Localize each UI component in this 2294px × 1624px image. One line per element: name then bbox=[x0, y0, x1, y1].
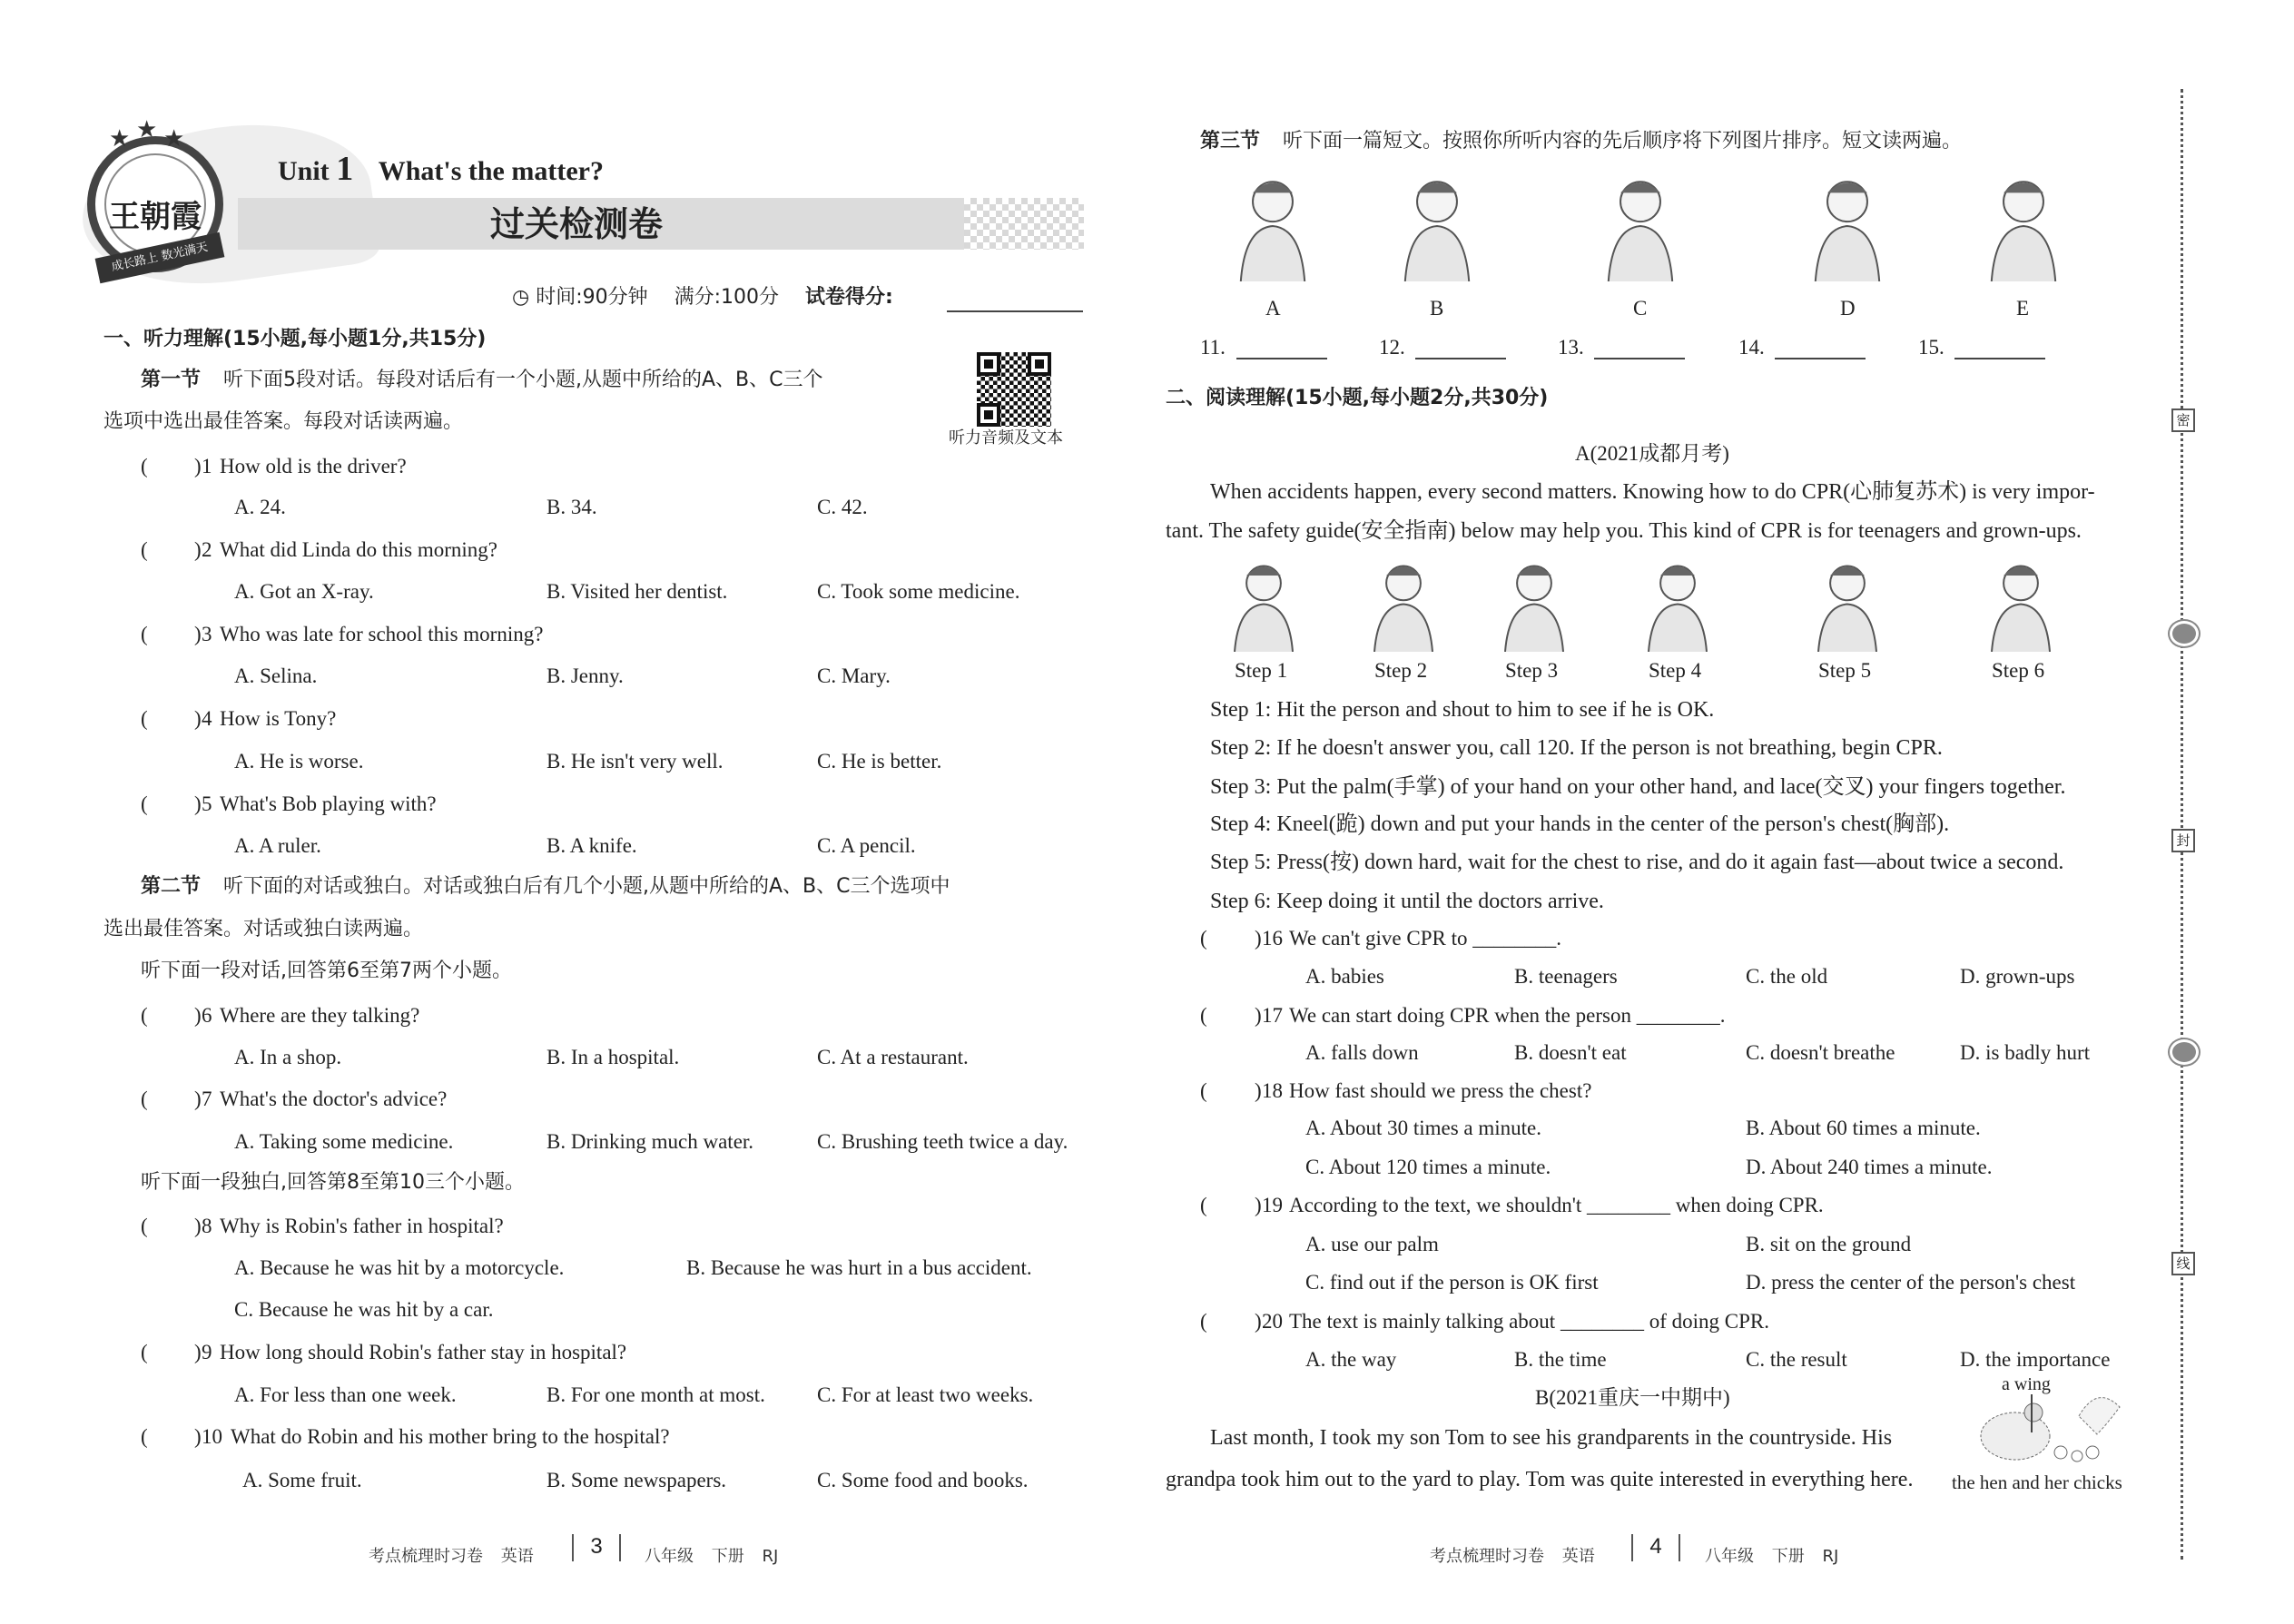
cpr-step-text: Step 3: Put the palm(手掌) of your hand on your other hand, and lace(交叉) your fingers together. bbox=[1210, 775, 2066, 799]
answer-bracket[interactable]: ( bbox=[141, 792, 148, 815]
margin-mark-feng: 封 bbox=[2171, 829, 2195, 852]
question-number: 4 bbox=[202, 707, 212, 730]
answer-option[interactable]: C. Mary. bbox=[817, 664, 891, 687]
part2-instruction bbox=[141, 875, 950, 899]
logo-text: 王朝霞 bbox=[109, 199, 202, 235]
question-text: What do Robin and his mother bring to the hospital? bbox=[231, 1425, 670, 1448]
cpr-step-picture-5 bbox=[1802, 556, 1893, 652]
answer-bracket-close: ) bbox=[1255, 927, 1262, 950]
answer-bracket-close: ) bbox=[1255, 1079, 1262, 1102]
cpr-step-picture-3 bbox=[1489, 556, 1580, 652]
question-number: 18 bbox=[1262, 1079, 1283, 1102]
answer-option[interactable]: C. find out if the person is OK first bbox=[1305, 1271, 1599, 1294]
question-text: How fast should we press the chest? bbox=[1289, 1079, 1592, 1102]
answer-bracket[interactable]: ( bbox=[1200, 1194, 1207, 1216]
answer-bracket[interactable]: ( bbox=[1200, 927, 1207, 950]
unit-label: Unit bbox=[278, 156, 330, 186]
answer-bracket-close: ) bbox=[194, 1341, 202, 1363]
question-text: Who was late for school this morning? bbox=[220, 623, 544, 645]
step-label: Step 3 bbox=[1505, 659, 1559, 682]
passage-a-para-line1: When accidents happen, every second matters. Knowing how to do CPR(心肺复苏术) is very impor- bbox=[1210, 480, 2095, 504]
cpr-step-text: Step 4: Kneel(跪) down and put your hands in the center of the person's chest(胸部). bbox=[1210, 812, 1950, 836]
answer-option[interactable]: B. A knife. bbox=[546, 834, 637, 857]
listening-picture-b bbox=[1387, 171, 1487, 281]
answer-option[interactable]: B. the time bbox=[1514, 1348, 1607, 1371]
part2-text-line2: 选出最佳答案。对话或独白读两遍。 bbox=[103, 918, 424, 940]
question-text: Where are they talking? bbox=[220, 1004, 420, 1027]
answer-option[interactable]: B. Jenny. bbox=[546, 664, 624, 687]
blank-number: 13. bbox=[1558, 336, 1584, 359]
answer-option[interactable]: B. sit on the ground bbox=[1746, 1233, 1912, 1255]
footer-subject: 英语 bbox=[500, 1547, 534, 1566]
clock-icon: ◷ bbox=[512, 286, 530, 309]
score-input[interactable] bbox=[947, 310, 1083, 312]
page-number-left: 3 bbox=[572, 1534, 621, 1561]
question-number: 17 bbox=[1262, 1004, 1283, 1027]
blank-number: 11. bbox=[1200, 336, 1226, 359]
image-caption: the hen and her chicks bbox=[1952, 1471, 2122, 1493]
answer-option[interactable]: A. Because he was hit by a motorcycle. bbox=[234, 1256, 565, 1279]
answer-bracket-close: ) bbox=[194, 1088, 202, 1110]
answer-option[interactable]: D. is badly hurt bbox=[1960, 1041, 2091, 1064]
binding-hole-icon bbox=[2170, 1039, 2199, 1065]
answer-option[interactable]: C. Because he was hit by a car. bbox=[234, 1298, 494, 1321]
answer-option[interactable]: B. Drinking much water. bbox=[546, 1130, 754, 1153]
binding-line bbox=[2181, 89, 2183, 1560]
page-number-right: 4 bbox=[1631, 1534, 1680, 1561]
answer-bracket-close: ) bbox=[194, 538, 202, 561]
answer-bracket-close: ) bbox=[194, 623, 202, 645]
cpr-step-text: Step 2: If he doesn't answer you, call 120. If the person is not breathing, begin CPR. bbox=[1210, 736, 1943, 760]
answer-option[interactable]: C. For at least two weeks. bbox=[817, 1383, 1034, 1406]
left-footer-grade bbox=[645, 1543, 778, 1567]
answer-option[interactable]: A. babies bbox=[1305, 965, 1384, 988]
answer-option[interactable]: B. Some newspapers. bbox=[546, 1469, 727, 1491]
footer-grade: 八年级 bbox=[1705, 1547, 1754, 1566]
answer-bracket-close: ) bbox=[194, 707, 202, 730]
answer-bracket[interactable]: ( bbox=[141, 1088, 148, 1110]
qr-caption: 听力音频及文本 bbox=[949, 428, 1063, 448]
listening-picture-a bbox=[1223, 171, 1323, 281]
cpr-step-text: Step 1: Hit the person and shout to him to see if he is OK. bbox=[1210, 698, 1715, 722]
answer-option[interactable]: D. press the center of the person's chest bbox=[1746, 1271, 2076, 1294]
unit-title: What's the matter? bbox=[378, 156, 604, 186]
answer-option[interactable]: A. 24. bbox=[234, 496, 286, 518]
question-text: We can't give CPR to ________. bbox=[1289, 927, 1561, 950]
answer-option[interactable]: C. He is better. bbox=[817, 750, 942, 773]
star-icon: ★ bbox=[163, 125, 185, 152]
question-number: 20 bbox=[1262, 1310, 1283, 1333]
question-text: What's Bob playing with? bbox=[220, 792, 437, 815]
section1-title: 一、听力理解(15小题,每小题1分,共15分) bbox=[103, 328, 487, 350]
banner-checker-pattern bbox=[964, 198, 1084, 250]
step-label: Step 5 bbox=[1818, 659, 1872, 682]
full-score: 满分:100分 bbox=[674, 286, 780, 309]
cpr-step-picture-2 bbox=[1358, 556, 1449, 652]
answer-option[interactable]: B. 34. bbox=[546, 496, 597, 518]
right-footer bbox=[1430, 1543, 1595, 1567]
listening-picture-e bbox=[1974, 171, 2073, 281]
listening-picture-c bbox=[1590, 171, 1690, 281]
answer-bracket[interactable]: ( bbox=[141, 1425, 148, 1448]
answer-option[interactable]: A. Taking some medicine. bbox=[234, 1130, 454, 1153]
answer-option[interactable]: A. He is worse. bbox=[234, 750, 364, 773]
answer-option[interactable]: C. 42. bbox=[817, 496, 868, 518]
margin-mark-mi: 密 bbox=[2171, 408, 2195, 432]
dialog-intro: 听下面一段对话,回答第6至第7两个小题。 bbox=[141, 960, 512, 982]
exam-info bbox=[512, 286, 893, 310]
answer-bracket-close: ) bbox=[194, 1425, 202, 1448]
answer-option[interactable]: C. About 120 times a minute. bbox=[1305, 1156, 1551, 1178]
answer-option[interactable]: A. About 30 times a minute. bbox=[1305, 1117, 1542, 1139]
question-text: How is Tony? bbox=[220, 707, 337, 730]
answer-bracket[interactable]: ( bbox=[141, 1004, 148, 1027]
question-text: According to the text, we shouldn't ________ when doing CPR. bbox=[1289, 1194, 1824, 1216]
footer-subject: 英语 bbox=[1561, 1547, 1595, 1566]
part2-text: 听下面的对话或独白。对话或独白后有几个小题,从题中所给的A、B、C三个选项中 bbox=[223, 875, 950, 898]
answer-option[interactable]: C. the result bbox=[1746, 1348, 1847, 1371]
footer-grade: 八年级 bbox=[645, 1547, 694, 1566]
answer-bracket-close: ) bbox=[1255, 1310, 1262, 1333]
part1-label: 第一节 bbox=[141, 369, 202, 391]
footer-edition: RJ bbox=[1822, 1547, 1839, 1566]
answer-blank-input[interactable] bbox=[1236, 336, 1327, 359]
unit-number: 1 bbox=[336, 150, 354, 188]
question-number: 1 bbox=[202, 455, 212, 477]
question-text: What's the doctor's advice? bbox=[220, 1088, 448, 1110]
answer-option[interactable]: B. About 60 times a minute. bbox=[1746, 1117, 1981, 1139]
answer-option[interactable]: B. He isn't very well. bbox=[546, 750, 724, 773]
footer-volume: 下册 bbox=[1771, 1547, 1805, 1566]
answer-bracket[interactable]: ( bbox=[141, 1215, 148, 1237]
answer-option[interactable]: A. Got an X-ray. bbox=[234, 580, 374, 603]
question-text: How long should Robin's father stay in hospital? bbox=[220, 1341, 627, 1363]
answer-option[interactable]: D. the importance bbox=[1960, 1348, 2111, 1371]
step-label: Step 2 bbox=[1374, 659, 1428, 682]
image-label-wing: a wing bbox=[2002, 1374, 2051, 1394]
question-text: How old is the driver? bbox=[220, 455, 407, 477]
margin-mark-xian: 线 bbox=[2171, 1252, 2195, 1275]
cpr-step-text: Step 6: Keep doing it until the doctors arrive. bbox=[1210, 890, 1604, 913]
question-text: We can start doing CPR when the person ________. bbox=[1289, 1004, 1726, 1027]
section2-title: 二、阅读理解(15小题,每小题2分,共30分) bbox=[1166, 387, 1549, 409]
answer-bracket-close: ) bbox=[194, 455, 202, 477]
answer-blank-input[interactable] bbox=[1594, 336, 1685, 359]
answer-option[interactable]: D. About 240 times a minute. bbox=[1746, 1156, 1993, 1178]
answer-bracket[interactable]: ( bbox=[1200, 1079, 1207, 1102]
answer-option[interactable]: A. Some fruit. bbox=[242, 1469, 362, 1491]
footer-edition: RJ bbox=[762, 1547, 779, 1566]
passage-b-title: B(2021重庆一中期中) bbox=[1535, 1386, 1730, 1409]
question-number: 9 bbox=[202, 1341, 212, 1363]
answer-option[interactable]: C. Brushing teeth twice a day. bbox=[817, 1130, 1068, 1153]
passage-a-para-line2: tant. The safety guide(安全指南) below may help you. This kind of CPR is for teenagers and grown-ups. bbox=[1166, 519, 2082, 543]
cpr-step-picture-1 bbox=[1218, 556, 1309, 652]
passage-b-para-line2: grandpa took him out to the yard to play. Tom was quite interested in everything here. bbox=[1166, 1468, 1914, 1491]
answer-bracket-close: ) bbox=[1255, 1004, 1262, 1027]
answer-option[interactable]: C. Took some medicine. bbox=[817, 580, 1020, 603]
part3-label: 第三节 bbox=[1200, 130, 1261, 153]
monologue-intro: 听下面一段独白,回答第8至第10三个小题。 bbox=[141, 1171, 525, 1194]
footer-volume: 下册 bbox=[711, 1547, 744, 1566]
answer-option[interactable]: B. Because he was hurt in a bus accident. bbox=[686, 1256, 1032, 1279]
answer-option[interactable]: A. Selina. bbox=[234, 664, 318, 687]
picture-label: D bbox=[1840, 297, 1856, 320]
answer-option[interactable]: C. the old bbox=[1746, 965, 1828, 988]
question-number: 6 bbox=[202, 1004, 212, 1027]
star-icon: ★ bbox=[109, 125, 131, 152]
part1-text-line2: 选项中选出最佳答案。每段对话读两遍。 bbox=[103, 410, 464, 433]
cpr-step-text: Step 5: Press(按) down hard, wait for the chest to rise, and do it again fast—about twice a second. bbox=[1210, 851, 2064, 874]
left-footer bbox=[369, 1543, 534, 1567]
question-number: 19 bbox=[1262, 1194, 1283, 1216]
cpr-step-picture-4 bbox=[1632, 556, 1723, 652]
step-label: Step 1 bbox=[1235, 659, 1288, 682]
logo-ribbon: 成长路上 数光满天 bbox=[95, 232, 225, 283]
passage-a-title: A(2021成都月考) bbox=[1575, 442, 1729, 465]
question-text: Why is Robin's father in hospital? bbox=[220, 1215, 504, 1237]
answer-option[interactable]: B. doesn't eat bbox=[1514, 1041, 1627, 1064]
step-label: Step 6 bbox=[1992, 659, 2045, 682]
answer-bracket[interactable]: ( bbox=[1200, 1004, 1207, 1027]
answer-bracket[interactable]: ( bbox=[1200, 1310, 1207, 1333]
picture-label: B bbox=[1430, 297, 1444, 320]
answer-option[interactable]: D. grown-ups bbox=[1960, 965, 2075, 988]
question-text: The text is mainly talking about ________ of doing CPR. bbox=[1289, 1310, 1769, 1333]
answer-option[interactable]: B. Visited her dentist. bbox=[546, 580, 728, 603]
blank-number: 15. bbox=[1918, 336, 1944, 359]
blank-number: 14. bbox=[1738, 336, 1765, 359]
answer-blank-input[interactable] bbox=[1415, 336, 1506, 359]
answer-blank-input[interactable] bbox=[1775, 336, 1866, 359]
picture-label: E bbox=[2016, 297, 2030, 320]
page-title: 过关检测卷 bbox=[490, 204, 664, 244]
answer-option[interactable]: A. use our palm bbox=[1305, 1233, 1439, 1255]
qr-code[interactable] bbox=[977, 352, 1051, 427]
picture-label: C bbox=[1633, 297, 1648, 320]
part1-instruction bbox=[141, 369, 823, 392]
step-label: Step 4 bbox=[1649, 659, 1702, 682]
answer-option[interactable]: A. falls down bbox=[1305, 1041, 1419, 1064]
answer-bracket-close: ) bbox=[194, 792, 202, 815]
footer-book: 考点梳理时习卷 bbox=[369, 1547, 483, 1566]
answer-bracket[interactable]: ( bbox=[141, 455, 148, 477]
unit-heading bbox=[278, 150, 604, 188]
binding-hole-icon bbox=[2170, 621, 2199, 646]
question-number: 5 bbox=[202, 792, 212, 815]
answer-option[interactable]: C. Some food and books. bbox=[817, 1469, 1029, 1491]
question-number: 7 bbox=[202, 1088, 212, 1110]
answer-option[interactable]: A. the way bbox=[1305, 1348, 1397, 1371]
passage-b-para-line1: Last month, I took my son Tom to see his grandparents in the countryside. His bbox=[1210, 1426, 1893, 1450]
question-number: 16 bbox=[1262, 927, 1283, 950]
footer-book: 考点梳理时习卷 bbox=[1430, 1547, 1544, 1566]
answer-bracket-close: ) bbox=[194, 1215, 202, 1237]
part1-text: 听下面5段对话。每段对话后有一个小题,从题中所给的A、B、C三个 bbox=[223, 369, 823, 391]
answer-option[interactable]: A. In a shop. bbox=[234, 1046, 342, 1068]
answer-option[interactable]: B. teenagers bbox=[1514, 965, 1618, 988]
blank-number: 12. bbox=[1379, 336, 1405, 359]
question-number: 8 bbox=[202, 1215, 212, 1237]
answer-bracket[interactable]: ( bbox=[141, 707, 148, 730]
question-number: 10 bbox=[202, 1425, 222, 1448]
listening-picture-d bbox=[1797, 171, 1897, 281]
answer-option[interactable]: C. doesn't breathe bbox=[1746, 1041, 1895, 1064]
time-limit: 时间:90分钟 bbox=[536, 286, 648, 309]
part3-text: 听下面一篇短文。按照你所听内容的先后顺序将下列图片排序。短文读两遍。 bbox=[1283, 130, 1963, 153]
picture-label: A bbox=[1265, 297, 1281, 320]
question-text: What did Linda do this morning? bbox=[220, 538, 497, 561]
cpr-step-picture-6 bbox=[1975, 556, 2066, 652]
answer-bracket-close: ) bbox=[1255, 1194, 1262, 1216]
right-footer-grade bbox=[1705, 1543, 1838, 1567]
answer-option[interactable]: C. A pencil. bbox=[817, 834, 916, 857]
answer-bracket-close: ) bbox=[194, 1004, 202, 1027]
answer-option[interactable]: B. In a hospital. bbox=[546, 1046, 680, 1068]
part3-instruction bbox=[1200, 130, 1962, 153]
star-icon: ★ bbox=[136, 116, 158, 143]
answer-bracket[interactable]: ( bbox=[141, 1341, 148, 1363]
answer-option[interactable]: B. For one month at most. bbox=[546, 1383, 765, 1406]
question-number: 3 bbox=[202, 623, 212, 645]
answer-bracket[interactable]: ( bbox=[141, 538, 148, 561]
question-number: 2 bbox=[202, 538, 212, 561]
answer-option[interactable]: A. For less than one week. bbox=[234, 1383, 457, 1406]
score-label: 试卷得分: bbox=[805, 286, 893, 309]
part2-label: 第二节 bbox=[141, 875, 202, 898]
answer-bracket[interactable]: ( bbox=[141, 623, 148, 645]
answer-option[interactable]: C. At a restaurant. bbox=[817, 1046, 969, 1068]
answer-blank-input[interactable] bbox=[1954, 336, 2045, 359]
answer-option[interactable]: A. A ruler. bbox=[234, 834, 321, 857]
